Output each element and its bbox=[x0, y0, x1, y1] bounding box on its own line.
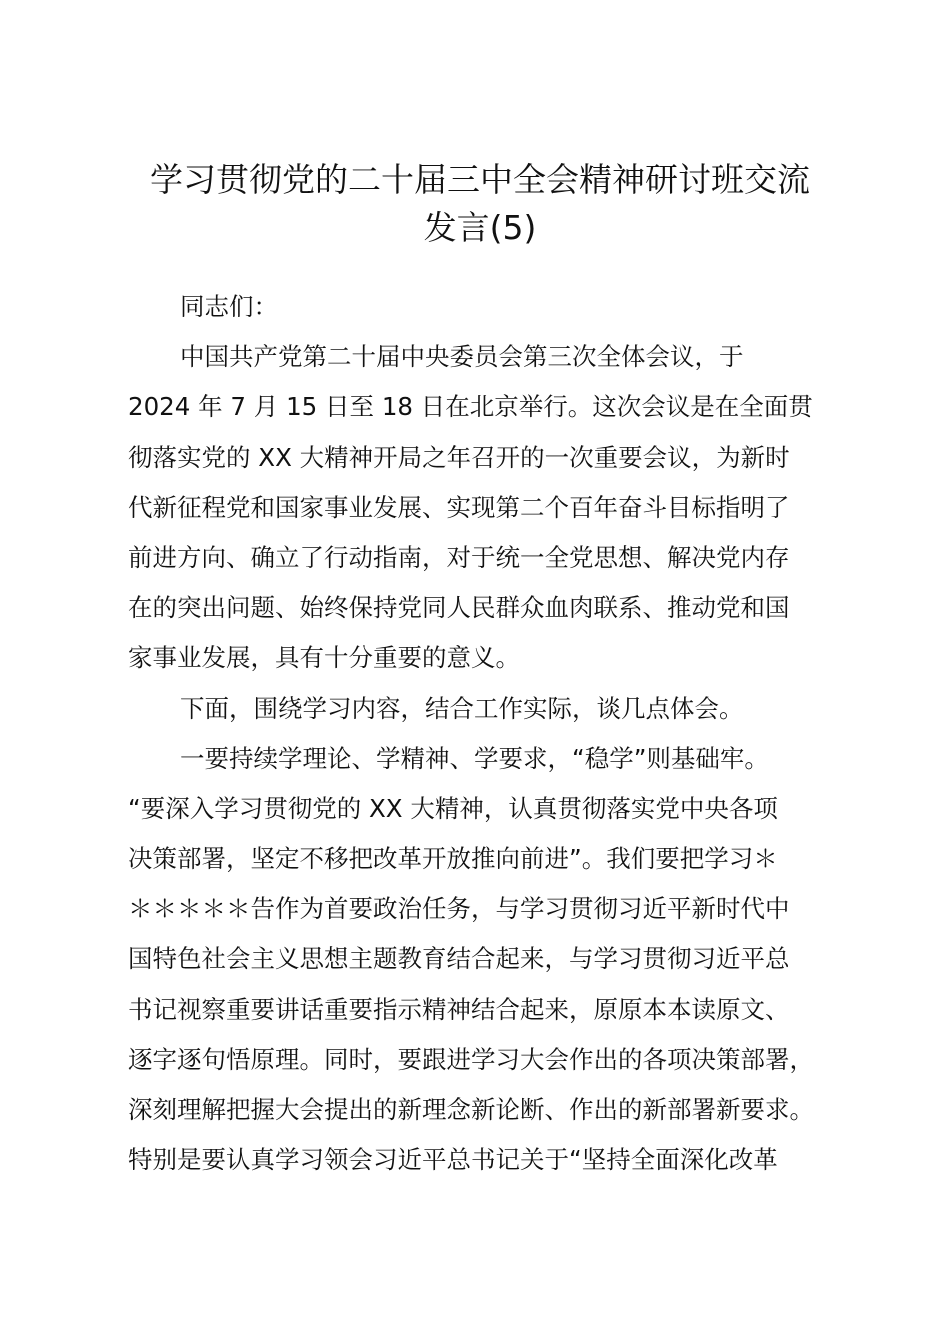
paragraph-line: “要深入学习贯彻党的 XX 大精神，认真贯彻落实党中央各项 bbox=[128, 793, 778, 823]
paragraph-line: 在的突出问题、始终保持党同人民群众血肉联系、推动党和国 bbox=[128, 593, 790, 623]
title-line-1: 学习贯彻党的二十届三中全会精神研讨班交流 bbox=[150, 160, 810, 199]
document-body bbox=[128, 282, 838, 1185]
salutation: 同志们： bbox=[180, 292, 278, 321]
paragraph-line: 家事业发展，具有十分重要的意义。 bbox=[128, 643, 520, 673]
document-title bbox=[110, 156, 850, 252]
paragraph-line: 下面，围绕学习内容，结合工作实际，谈几点体会。 bbox=[180, 693, 744, 723]
paragraph-line: 代新征程党和国家事业发展、实现第二个百年奋斗目标指明了 bbox=[128, 492, 790, 522]
paragraph-line: 前进方向、确立了行动指南，对于统一全党思想、解决党内存 bbox=[128, 542, 790, 572]
paragraph-line: 国特色社会主义思想主题教育结合起来，与学习贯彻习近平总 bbox=[128, 944, 790, 974]
paragraph-line: 深刻理解把握大会提出的新理念新论断、作出的新部署新要求。 bbox=[128, 1095, 814, 1124]
paragraph-line: 决策部署，坚定不移把改革开放推向前进”。我们要把学习＊ bbox=[128, 844, 778, 874]
paragraph-line: 2024 年 7 月 15 日至 18 日在北京举行。这次会议是在全面贯 bbox=[128, 392, 813, 422]
title-line-2: 发言(5) bbox=[423, 208, 537, 247]
paragraph-line: 特别是要认真学习领会习近平总书记关于“坚持全面深化改革 bbox=[128, 1145, 778, 1175]
paragraph-line: 一要持续学理论、学精神、学要求，“稳学”则基础牢。 bbox=[180, 743, 769, 773]
paragraph-line: 书记视察重要讲话重要指示精神结合起来，原原本本读原文、 bbox=[128, 994, 790, 1024]
paragraph-line: 中国共产党第二十届中央委员会第三次全体会议，于 bbox=[180, 342, 744, 372]
paragraph-line: 逐字逐句悟原理。同时，要跟进学习大会作出的各项决策部署， bbox=[128, 1044, 814, 1074]
paragraph-line: ＊＊＊＊＊告作为首要政治任务，与学习贯彻习近平新时代中 bbox=[128, 894, 790, 924]
paragraph-line: 彻落实党的 XX 大精神开局之年召开的一次重要会议，为新时 bbox=[128, 442, 790, 472]
